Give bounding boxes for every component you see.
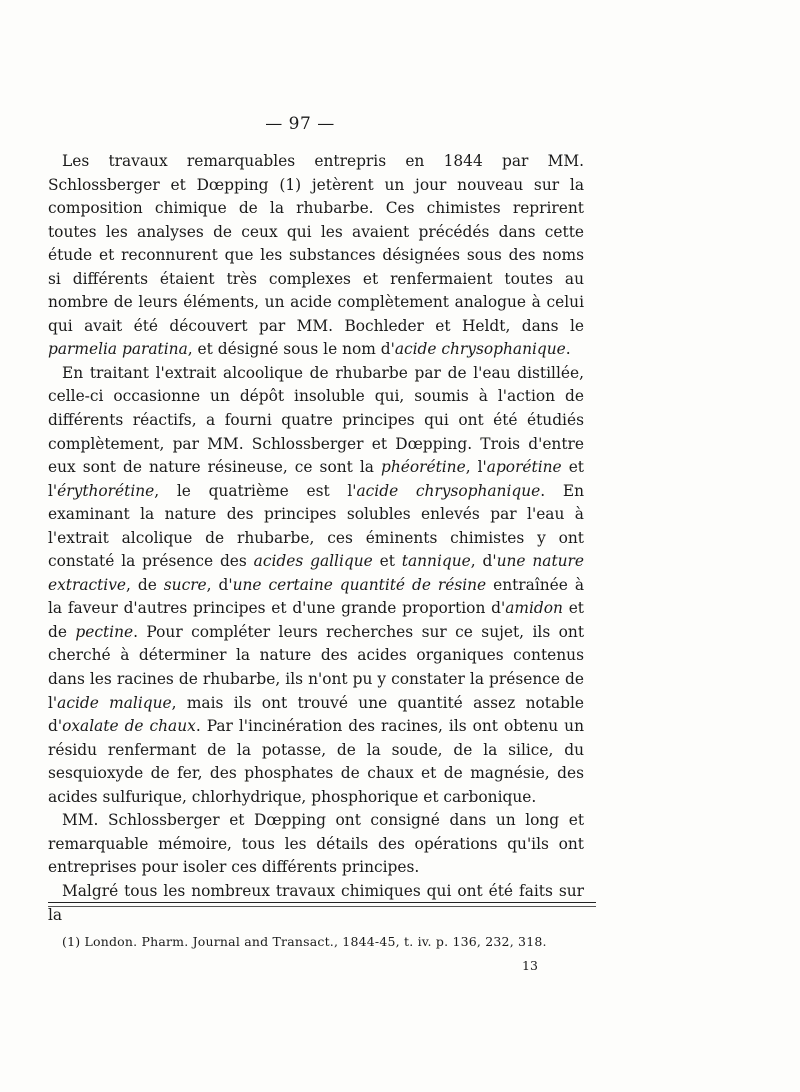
paragraph [48,880,584,927]
italic-term: tannique [401,552,471,571]
footnote-separator-thin [48,906,596,907]
text-run: , d' [470,552,497,571]
text-run: . Pour compléter leurs recherches sur ce sujet, ils ont cherché à déterminer la nature des acides organiques contenus dans les racines de rhubarbe, ils n'ont pu y constater la présence de l' [48,622,585,712]
italic-term: une certaine quantité de résine [232,575,487,594]
italic-term: acides gallique [253,552,373,571]
text-run: , mais ils ont trouvé une quantité assez notable d' [48,693,585,736]
italic-term: acide chrysophanique [394,340,566,359]
italic-term: parmelia paratina [48,340,188,359]
paragraph [48,362,584,809]
text-run: et [372,552,402,571]
italic-term: acide chrysophanique [356,481,541,500]
text-run: , d' [206,575,233,594]
text-run: , et désigné sous le nom d' [187,340,395,359]
footnote-separator [48,902,596,903]
italic-term: amidon [505,599,563,618]
text-run: . [565,340,571,359]
text-run: , le quatrième est l' [154,481,357,500]
text-run: En traitant l'extrait alcoolique de rhubarbe par de l'eau distillée, celle-ci occasionne un dépôt insoluble qui, soumis à l'action de différents réactifs, a fourni quatre principes qui ont été étudiés complètement, par MM. Schlossberger et Dœpping. Trois d'entre eux sont de nature résineuse, ce sont la [48,363,584,477]
italic-term: aporétine [486,458,562,477]
text-run: . En examinant la nature des principes solubles enlevés par l'eau à l'extrait alcolique de rhubarbe, ces éminents chimistes y ont constaté la présence des [48,481,584,571]
page-number: — 97 — [265,114,335,134]
italic-term: phéorétine [380,458,466,477]
italic-term: acide malique [57,693,172,712]
italic-term: sucre [163,575,207,594]
printer-signature: 13 [522,958,538,973]
text-run: Malgré tous les nombreux travaux chimiques qui ont été faits sur la [48,881,584,924]
italic-term: une nature extractive [48,552,585,594]
text-run: , de [126,575,164,594]
paragraph [48,150,584,362]
text-run: . Par l'incinération des racines, ils ont obtenu un résidu renfermant de la potasse, de la soude, de la silice, du sesquioxyde de fer, des phosphates de chaux et de magnésie, des acides sulfurique, chlorhydrique, phosphorique et carbonique. [48,717,584,806]
text-run: et de [48,599,584,641]
italic-term: érythorétine [57,481,155,500]
text-run: et l' [48,458,584,500]
paragraph [48,809,584,880]
text-run: entraînée à la faveur d'autres principes et d'une grande proportion d' [48,575,585,618]
text-run: Les travaux remarquables entrepris en 1844 par MM. Schlossberger et Dœpping (1) jetèrent un jour nouveau sur la composition chimique de la rhubarbe. Ces chimistes reprirent toutes les analyses de ceux qui les avaient précédés dans cette étude et reconnurent que les substances désignées sous des noms si différents étaient très complexes et renfermaient toutes au nombre de leurs éléments, un acide complètement analogue à celui qui avait été découvert par MM. Bochleder et Heldt, dans le [48,152,584,335]
body-text [48,150,584,927]
italic-term: oxalate de chaux [62,717,196,736]
text-run: MM. Schlossberger et Dœpping ont consigné dans un long et remarquable mémoire, tous les détails des opérations qu'ils ont entreprises pour isoler ces différents principes. [48,811,584,877]
text-run: , l' [465,458,487,477]
italic-term: pectine [75,622,134,641]
footnote: (1) London. Pharm. Journal and Transact., 1844-45, t. iv. p. 136, 232, 318. [62,934,547,949]
